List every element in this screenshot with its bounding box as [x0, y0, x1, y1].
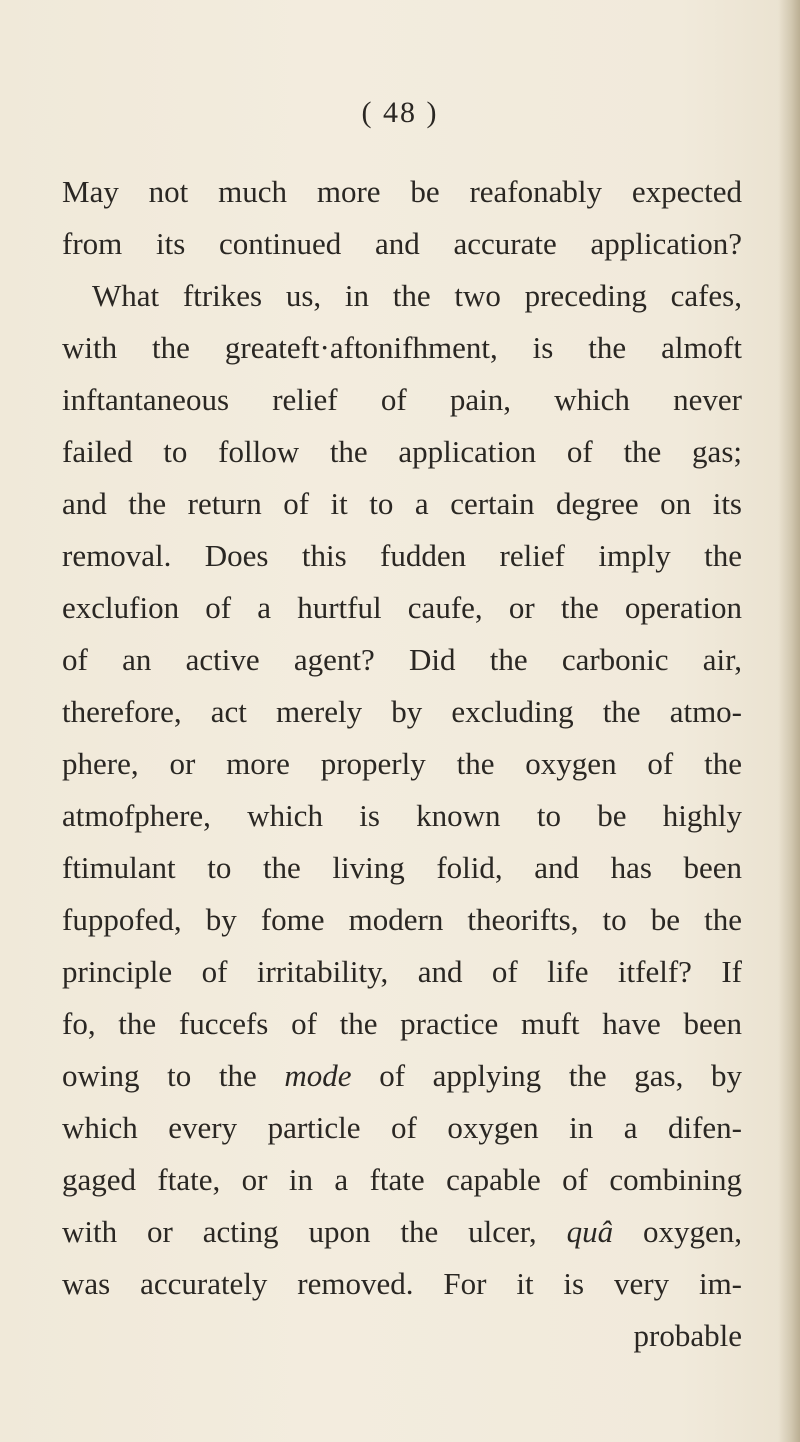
text-line: exclufion of a hurtful caufe, or the operation [62, 590, 742, 625]
text-line: atmofphere, which is known to be highly [62, 798, 742, 833]
text-line: inftantaneous relief of pain, which never [62, 382, 742, 417]
text-segment: with or acting upon the ulcer, [62, 1214, 537, 1249]
text-line: of an active agent? Did the carbonic air, [62, 642, 742, 677]
text-line: fo, the fuccefs of the practice muft have been [62, 1006, 742, 1041]
page-number: ( 48 ) [361, 96, 439, 129]
text-line: What ftrikes us, in the two preceding cafes, [92, 278, 742, 313]
italic-word: mode [284, 1058, 352, 1093]
text-line: fuppofed, by fome modern theorifts, to be the [62, 902, 742, 937]
text-line: from its continued and accurate application? [62, 226, 742, 261]
text-line: phere, or more properly the oxygen of the [62, 746, 742, 781]
text-segment: oxygen, [643, 1214, 743, 1249]
text-line: failed to follow the application of the gas; [62, 434, 742, 469]
body-text [62, 166, 742, 1362]
text-line: principle of irritability, and of life itfelf? If [62, 954, 742, 989]
text-line-with-italic [62, 1206, 742, 1258]
text-line: with the greateft·aftonifhment, is the almoft [62, 330, 742, 365]
catchword: probable [633, 1318, 742, 1353]
text-segment: owing to the [62, 1058, 257, 1093]
text-segment: of applying the gas, by [379, 1058, 742, 1093]
text-line-with-italic [62, 1050, 742, 1102]
text-line: and the return of it to a certain degree on its [62, 486, 742, 521]
text-line: removal. Does this fudden relief imply the [62, 538, 742, 573]
text-line: which every particle of oxygen in a difen- [62, 1110, 742, 1145]
page-edge-shadow [778, 0, 800, 1442]
text-line: was accurately removed. For it is very im- [62, 1266, 742, 1301]
text-line: therefore, act merely by excluding the atmo- [62, 694, 742, 729]
italic-word: quâ [566, 1214, 614, 1249]
text-line: gaged ftate, or in a ftate capable of combining [62, 1162, 742, 1197]
text-line: ftimulant to the living folid, and has been [62, 850, 742, 885]
text-line: May not much more be reafonably expected [62, 174, 742, 209]
